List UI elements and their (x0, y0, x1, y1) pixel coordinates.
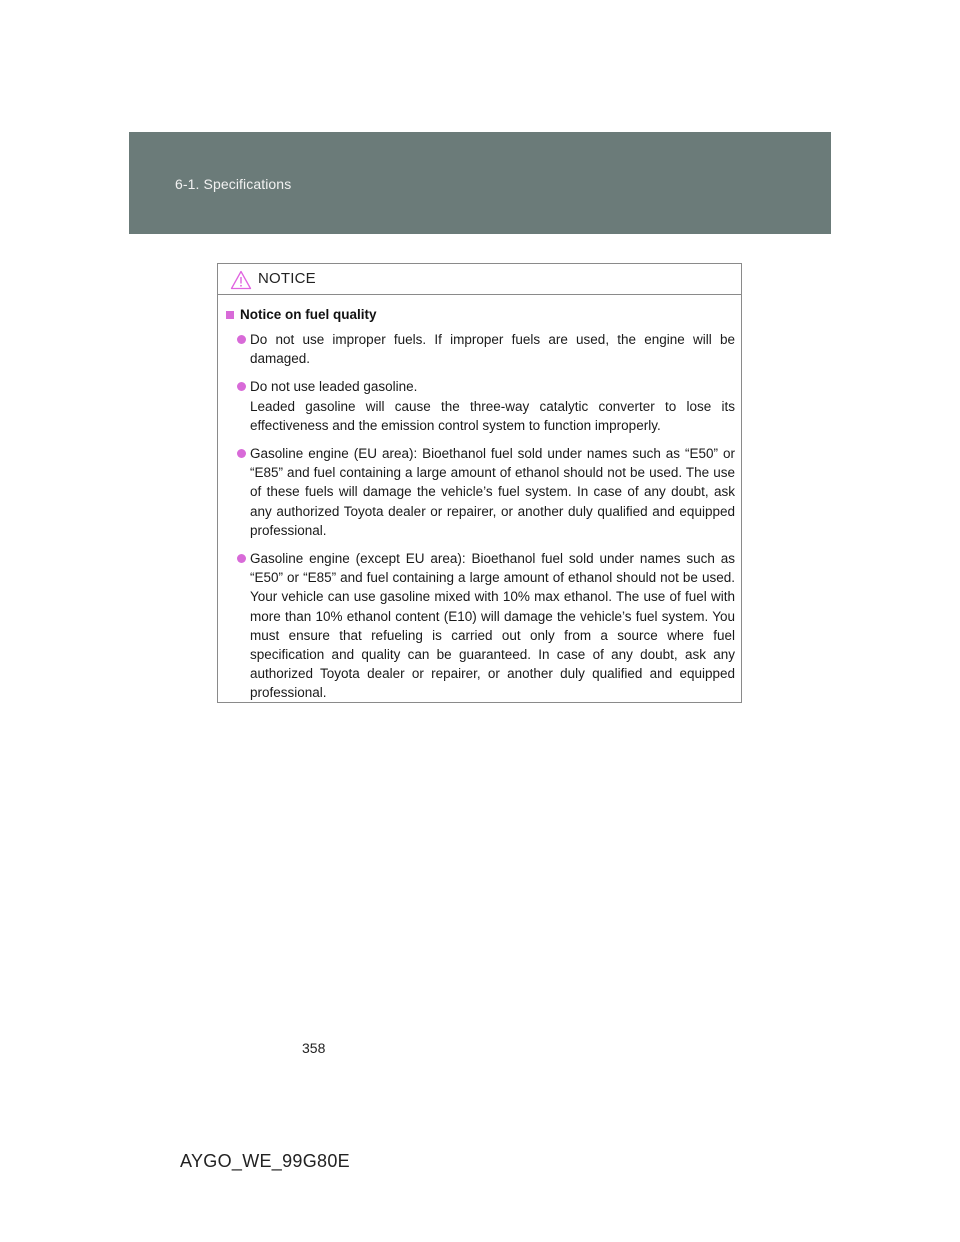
bullet-dot-icon (237, 382, 246, 391)
list-item-text-continued: Leaded gasoline will cause the three-way catalytic converter to lose its effectiveness and the emission control system to function improperly. (250, 398, 735, 433)
list-item (226, 330, 735, 368)
list-item (226, 377, 735, 435)
list-item-text: Do not use leaded gasoline. (250, 379, 418, 395)
notice-title: NOTICE (258, 270, 316, 287)
notice-header (218, 264, 741, 295)
page-number: 358 (302, 1040, 326, 1056)
notice-body (218, 295, 741, 703)
fuel-quality-heading (226, 307, 735, 322)
list-item-text: Do not use improper fuels. If improper fuels are used, the engine will be damaged. (250, 332, 735, 367)
notice-box (217, 263, 742, 703)
list-item (226, 549, 735, 703)
list-item-text: Gasoline engine (EU area): Bioethanol fuel sold under names such as “E50” or “E85” and fuel containing a large amount of ethanol should not be used. The use of these fuels will damage the vehicle’s fuel system. In case of any doubt, ask any authorized Toyota dealer or repairer, or another duly qualified and equipped professional. (250, 446, 735, 538)
warning-triangle-icon (230, 270, 252, 290)
list-item (226, 444, 735, 540)
document-code: AYGO_WE_99G80E (180, 1151, 350, 1171)
notice-bullet-list (226, 330, 735, 703)
bullet-dot-icon (237, 554, 246, 563)
bullet-dot-icon (237, 335, 246, 344)
square-bullet-icon (226, 311, 234, 319)
list-item-text: Gasoline engine (except EU area): Bioethanol fuel sold under names such as “E50” or “E85” and fuel containing a large amount of ethanol should not be used. Your vehicle can use gasoline mixed with 10% max ethanol. The use of fuel with more than 10% ethanol content (E10) will damage the vehicle’s fuel system. You must ensure that refueling is carried out only from a source where fuel specification and quality can be guaranteed. In case of any doubt, ask any authorized Toyota dealer or repairer, or another duly qualified and equipped professional. (250, 551, 735, 701)
section-breadcrumb: 6-1. Specifications (175, 176, 292, 192)
fuel-quality-heading-text: Notice on fuel quality (240, 307, 377, 322)
bullet-dot-icon (237, 449, 246, 458)
